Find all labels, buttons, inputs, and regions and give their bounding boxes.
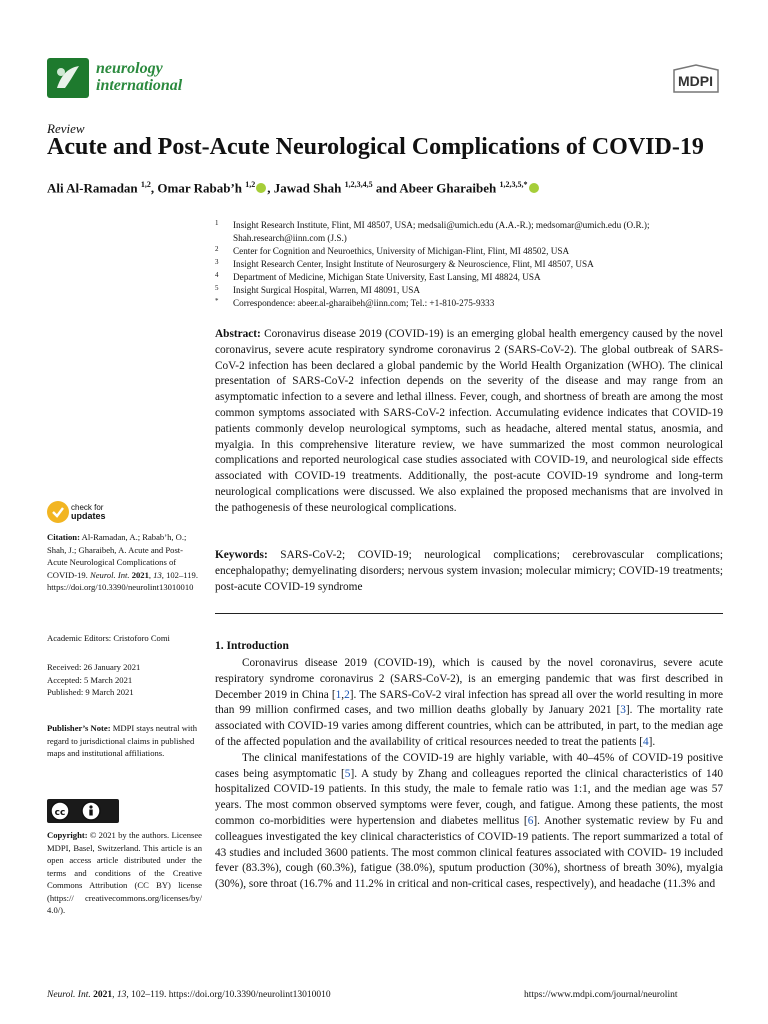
affiliation-number: 5 [215, 284, 219, 292]
footer-url[interactable]: https://www.mdpi.com/journal/neurolint [524, 990, 678, 1000]
affiliation-item [215, 284, 725, 297]
author-affil-sup: 1,2 [245, 180, 256, 189]
received-date: Received: 26 January 2021 [47, 662, 141, 672]
affiliation-number: 2 [215, 245, 219, 253]
academic-editors: Academic Editors: Cristoforo Comi [47, 633, 170, 643]
citation-link[interactable]: 5 [344, 767, 351, 780]
publisher-name: MDPI [678, 73, 713, 89]
paragraph-text: ]. Another systematic review by Fu and colleagues investigated the key clinical characteristics of COVID-19 patients. The report summarized a total of 43 studies and included 3600 patients. The most common clinical features associated with COVID- 19 included fever (83.3%), cough (60.3%), fatigue (38.0%), sputum production (30%), shortness of breath 30%), myalgia (30%), sore throat (16.7% and 11.2% in critical and non-critical cases, respectively), and headache (11.3% and [215, 814, 724, 891]
article-title: Acute and Post-Acute Neurological Complications of COVID-19 [47, 134, 704, 160]
author-name: Jawad Shah [273, 180, 342, 196]
affiliation-text: Department of Medicine, Michigan State University, East Lansing, MI 48824, USA [233, 272, 541, 282]
paragraph [215, 656, 723, 751]
publisher-logo [670, 64, 722, 94]
affiliation-text: Insight Research Center, Insight Institute of Neurosurgery & Neuroscience, Flint, MI 48507, USA [233, 259, 594, 269]
cc-by-license-icon[interactable] [47, 799, 119, 823]
citation-separator: , [341, 688, 345, 701]
check-label [71, 503, 131, 521]
footer-citation: Neurol. Int. 2021, 13, 102–119. https://doi.org/10.3390/neurolint13010010 [47, 990, 331, 1000]
journal-logo-icon [47, 58, 89, 98]
citation-label: Citation: [47, 532, 80, 542]
author-affil-sup: 1,2,3,4,5 [344, 180, 373, 189]
paragraph-text: ]. The mortality rate associated with COVID-19 varies among different countries, which can be attributed, in part, to the median age of the affected population and the availability of critical resources needed to treat the patients [ [215, 704, 723, 748]
affiliation-number: * [215, 297, 219, 305]
paragraph-text: The clinical manifestations of the COVID-19 are highly variable, with 40–45% of COVID-19 positive cases being asymptomatic [ [215, 751, 723, 780]
citation-link[interactable]: 3 [620, 704, 626, 717]
footer-volume: 13 [116, 990, 127, 1000]
paragraph-text: Coronavirus disease 2019 (COVID-19), which is caused by the novel coronavirus, severe acute respiratory syndrome coronavirus 2 (SARS-CoV-2), is an emerging pandemic that was first described in December 2019 in China [ [215, 657, 723, 701]
journal-name [96, 60, 182, 94]
affiliation-number: 1 [215, 219, 219, 227]
author-name: Omar Rabab’h [157, 180, 243, 196]
check-icon [47, 501, 69, 523]
citation-link[interactable]: 1 [335, 688, 342, 701]
affiliation-item [215, 271, 725, 284]
citation-volume: 13 [153, 569, 162, 580]
affiliation-item [215, 258, 725, 271]
citation-doi[interactable]: , 102–119. https://doi.org/10.3390/neurolint13010010 [47, 569, 198, 592]
orcid-icon[interactable] [256, 183, 266, 193]
citation-link[interactable]: 6 [527, 814, 534, 827]
copyright-block [47, 829, 202, 917]
affiliation-text: Insight Surgical Hospital, Warren, MI 48091, USA [233, 285, 420, 295]
affiliation-number: 4 [215, 271, 219, 279]
publisher-note-text: MDPI stays neutral with regard to jurisdictional claims in published maps and institutional affiliations. [47, 723, 197, 758]
affiliation-text: Insight Research Institute, Flint, MI 48507, USA; medsali@umich.edu (A.A.-R.); medsomar@umich.edu (O.R.); Shah.research@iinn.com (J.S.) [233, 220, 650, 243]
affiliations [215, 219, 725, 310]
svg-text:cc: cc [54, 808, 66, 818]
author-separator: and [372, 180, 400, 196]
citation-link[interactable]: 4 [642, 735, 649, 748]
paragraph [215, 751, 723, 893]
author-list [47, 180, 540, 196]
orcid-icon[interactable] [529, 183, 539, 193]
citation-journal: Neurol. Int. [89, 569, 130, 580]
footer-journal: Neurol. Int. [47, 990, 91, 1000]
affiliation-text: Center for Cognition and Neuroethics, University of Michigan-Flint, Flint, MI 48502, USA [233, 246, 570, 256]
citation-block: Citation: Al-Ramadan, A.; Rabab’h, O.; Shah, J.; Gharaibeh, A. Acute and Post-Acute Neurological Complications of COVID-19. Neurol. Int. 2021, 13, 102–119. https://doi.org/10.3390/neurolint13010010 [47, 532, 198, 592]
affiliation-item [215, 219, 725, 245]
footer-doi[interactable]: , 102–119. https://doi.org/10.3390/neurolint13010010 [126, 990, 331, 1000]
citation-text: Al-Ramadan, A.; Rabab’h, O.; Shah, J.; Gharaibeh, A. Acute and Post-Acute Neurological Complications of COVID-19. [47, 532, 187, 580]
accepted-date: Accepted: 5 March 2021 [47, 674, 133, 685]
copyright-label: Copyright: [47, 830, 88, 840]
author-separator: , [150, 180, 158, 196]
keywords-text: SARS-CoV-2; COVID-19; neurological complications; cerebrovascular complications; encephalopathy; demyelinating disorders; nervous system invasion; molecular mimicry; COVID-19 treatments; post-acute COVID-19 syndrome [215, 549, 723, 593]
author-affil-sup: 1,2,3,5,* [499, 180, 528, 189]
article-type: Review [47, 121, 85, 136]
journal-name-line2: international [96, 77, 183, 94]
author-affil-sup: 1,2 [140, 180, 151, 189]
section-heading: 1. Introduction [215, 640, 289, 652]
copyright-text: © 2021 by the authors. Licensee MDPI, Basel, Switzerland. This article is an open access article distributed under the terms and conditions of the Creative Commons Attribution (CC BY) license (https:// creativecommons.org/licenses/by/ 4.0/). [47, 830, 202, 915]
affiliation-text: Correspondence: abeer.al-gharaibeh@iinn.com; Tel.: +1-810-275-9333 [233, 298, 495, 308]
affiliation-number: 3 [215, 258, 219, 266]
paragraph-text: ]. A study by Zhang and colleagues reported the clinical characteristics of 140 hospitalized COVID-19 patients. In this study, the male to female ratio was 1:1, and the median age was 57 years. The most common observed symptoms were fever, cough, and fatigue. Among these patients, the most common co-morbidities were hypertension and diabetes mellitus [ [215, 767, 724, 827]
author-name: Abeer Gharaibeh [399, 180, 497, 196]
abstract-text: Coronavirus disease 2019 (COVID-19) is an emerging global health emergency caused by the novel coronavirus, severe acute respiratory syndrome coronavirus 2 (SARS-CoV-2). The global outbreak of SARS-CoV-2 infection has been declared a global pandemic by the World Health Organization (WHO). The clinical presentation of SARS-CoV-2 infection depends on the severity of the disease and may range from an asymptomatic infection to a severe and lethal illness. Fever, cough, and shortness of breath are among the most common symptoms associated with SARS-CoV-2 infection. Accumulating evidence indicates that COVID-19 patients commonly develop neurological symptoms, such as headache, altered mental status, anosmia, and myalgia. In this comprehensive literature review, we have summarized the most common neurological complications and reported neurological case studies associated with COVID-19, and neurological side effects associated with COVID-19 treatments. Additionally, the post-acute COVID-19 syndrome and long-term neurological complications were discussed. We also explained the proposed mechanisms that are involved in the pathogenesis of these neurological complications. [215, 328, 723, 514]
author-name: Ali Al-Ramadan [47, 180, 138, 196]
journal-name-line1: neurology [96, 60, 163, 77]
abstract [215, 327, 723, 517]
author-separator: , [267, 180, 274, 196]
paragraph-text: ]. [648, 735, 656, 748]
publisher-note-label: Publisher’s Note: [47, 723, 111, 733]
affiliation-item [215, 245, 725, 258]
keywords [215, 548, 723, 595]
paragraph-text: ]. The SARS-CoV-2 viral infection has spread all over the world resulting in more than 99 million confirmed cases, and two million deaths globally by January 2021 [ [215, 688, 723, 717]
dates-block [47, 661, 202, 699]
introduction-body [215, 656, 723, 893]
citation-link[interactable]: 2 [344, 688, 350, 701]
keywords-label: Keywords: [215, 549, 268, 561]
abstract-label: Abstract: [215, 328, 261, 340]
check-label-line1: check for [71, 503, 104, 512]
citation-year: 2021 [131, 569, 149, 580]
published-date: Published: 9 March 2021 [47, 687, 134, 697]
footer-year: 2021 [93, 990, 113, 1000]
section-divider [215, 613, 723, 614]
affiliation-item [215, 297, 725, 310]
publisher-note [47, 722, 202, 760]
check-label-line2: updates [71, 511, 106, 521]
